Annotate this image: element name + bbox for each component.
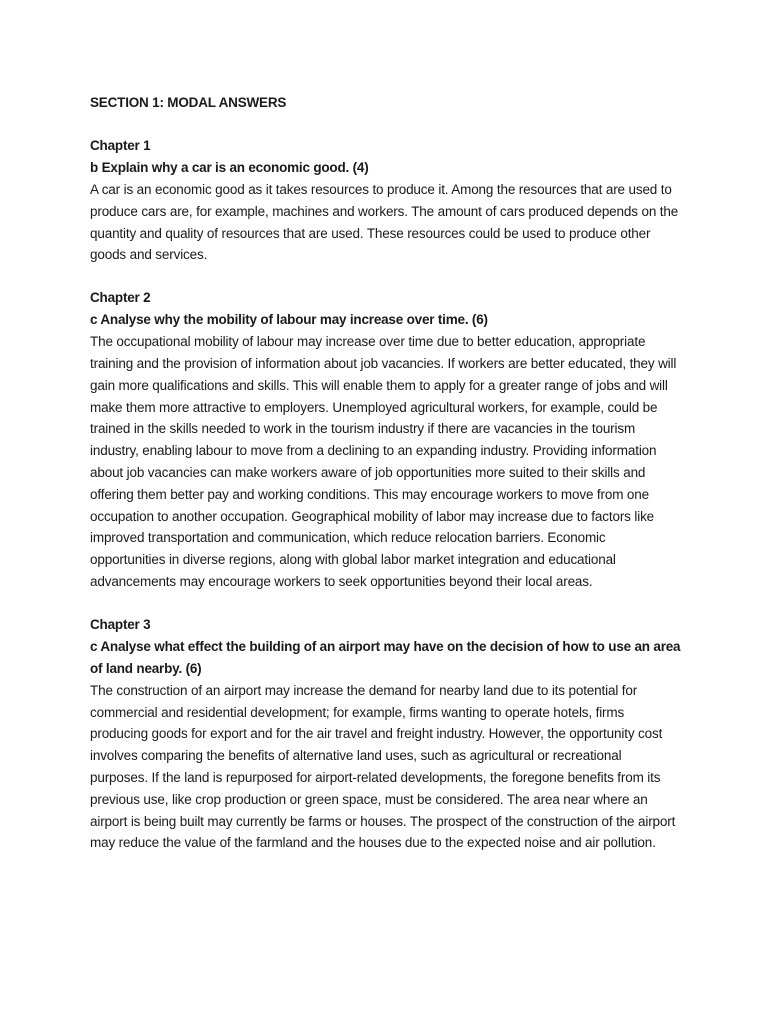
answer-text: A car is an economic good as it takes resources to produce it. Among the resources that are used to produce cars are, for example, machines and workers. The amount of cars produced depends on the quantity and quality of resources that are used. These resources could be used to produce other goods and services. xyxy=(90,182,679,263)
chapter-1 xyxy=(90,135,682,266)
answer-text: The occupational mobility of labour may increase over time due to better education, appropriate training and the provision of information about job vacancies. If workers are better educated, they will gain more qualifications and skills. This will enable them to apply for a greater range of jobs and will make them more attractive to employers. Unemployed agricultural workers, for example, could be trained in the skills needed to work in the tourism industry if there are vacancies in the tourism industry, enabling labour to move from a declining to an expanding industry. Providing information about job vacancies can make workers aware of job opportunities more suited to their skills and offering them better pay and working conditions. This may encourage workers to move from one occupation to another occupation. Geographical mobility of labor may increase due to factors like improved transportation and communication, which reduce relocation barriers. Economic opportunities in diverse regions, along with global labor market integration and educational advancements may encourage workers to seek opportunities beyond their local areas. xyxy=(90,334,677,589)
chapter-2 xyxy=(90,287,682,593)
chapter-3 xyxy=(90,614,682,854)
chapter-heading: Chapter 1 xyxy=(90,138,151,153)
chapter-heading: Chapter 3 xyxy=(90,616,151,632)
section-title: SECTION 1: MODAL ANSWERS xyxy=(90,95,287,110)
question-text: c Analyse what effect the building of an airport may have on the decision of how to use an area of land nearby. (6) xyxy=(90,638,681,676)
question-text: c Analyse why the mobility of labour may increase over time. (6) xyxy=(90,312,488,328)
question-text: b Explain why a car is an economic good. (4) xyxy=(90,160,369,175)
document-page xyxy=(90,92,682,875)
answer-text: The construction of an airport may increase the demand for nearby land due to its potential for commercial and residential development; for example, firms wanting to operate hotels, firms producing goods for export and for the air travel and freight industry. However, the opportunity cost involves comparing the benefits of alternative land uses, such as agricultural or recreational purposes. If the land is repurposed for airport-related developments, the foregone benefits from its previous use, like crop production or green space, must be considered. The area near where an airport is being built may currently be farms or houses. The prospect of the construction of the airport may reduce the value of the farmland and the houses due to the expected noise and air pollution. xyxy=(90,682,676,851)
chapter-heading: Chapter 2 xyxy=(90,290,151,306)
